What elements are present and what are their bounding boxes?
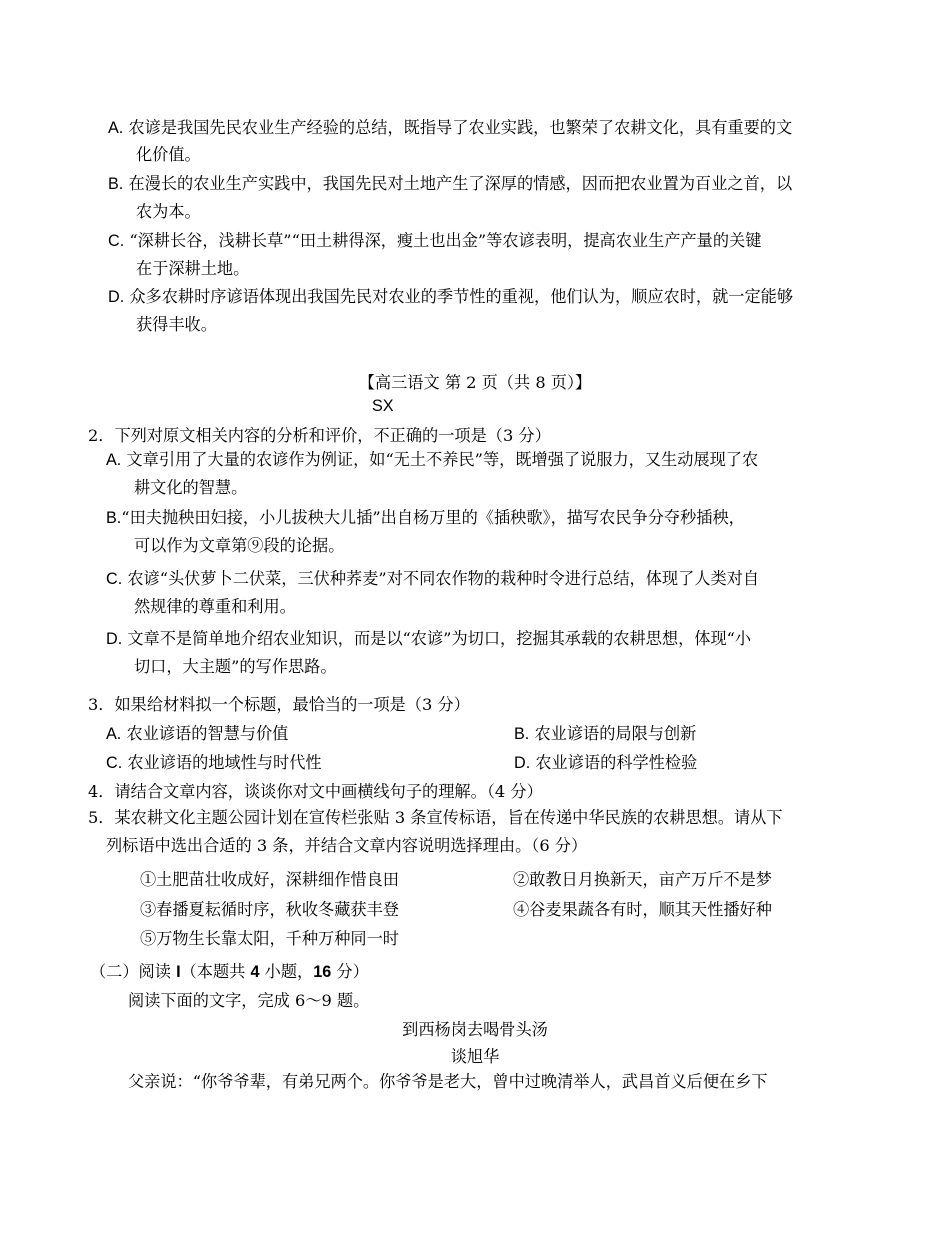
q1-option-c: C. “深耕长谷，浅耕长草”“田土耕得深，瘦土也出金”等农谚表明，提高农业生产产量的关键	[108, 231, 762, 250]
q3-option-a: A. 农业谚语的智慧与价值	[106, 724, 289, 743]
section2-heading: （二）阅读 I（本题共 4 小题，16 分）	[90, 962, 369, 981]
q2-option-d: D. 文章不是简单地介绍农业知识，而是以“农谚”为切口，挖掘其承载的农耕思想，体现“小	[106, 629, 752, 648]
page-footer-code: SX	[372, 397, 394, 415]
q1-option-b: B. 在漫长的农业生产实践中，我国先民对土地产生了深厚的情感，因而把农业置为百业之首，以	[108, 174, 793, 193]
q5-slogan-4: ④谷麦果蔬各有时，顺其天性播好种	[513, 900, 772, 919]
q3-option-c: C. 农业谚语的地域性与时代性	[106, 753, 322, 772]
q3-stem: 3．如果给材料拟一个标题，最恰当的一项是（3 分）	[88, 695, 470, 714]
q3-option-d: D. 农业谚语的科学性检验	[514, 753, 698, 772]
q2-option-c-cont: 然规律的尊重和利用。	[134, 597, 296, 616]
story-first-line: 父亲说：“你爷爷辈，有弟兄两个。你爷爷是老大，曾中过晚清举人，武昌首义后便在乡下	[128, 1072, 768, 1091]
q2-option-b: B.“田夫抛秧田妇接，小儿拔秧大儿插”出自杨万里的《插秧歌》，描写农民争分夺秒插秧，	[106, 508, 745, 527]
q1-option-a-cont: 化价值。	[136, 145, 201, 164]
q2-option-a: A. 文章引用了大量的农谚作为例证，如“无土不养民”等，既增强了说服力，又生动展现了农	[106, 450, 759, 469]
q5-slogan-5: ⑤万物生长靠太阳，千种万种同一时	[140, 929, 399, 948]
q5-slogan-1: ①土肥苗壮收成好，深耕细作惜良田	[140, 870, 399, 889]
q1-option-d-cont: 获得丰收。	[136, 315, 217, 334]
page-footer: 【高三语文 第 2 页（共 8 页）】	[358, 373, 592, 392]
q2-option-b-cont: 可以作为文章第⑨段的论据。	[134, 536, 345, 555]
section2-instruction: 阅读下面的文字，完成 6～9 题。	[128, 991, 370, 1010]
q2-option-d-cont: 切口，大主题”的写作思路。	[134, 657, 337, 676]
q2-stem: 2．下列对原文相关内容的分析和评价，不正确的一项是（3 分）	[88, 426, 551, 445]
q4-stem: 4．请结合文章内容，谈谈你对文中画横线句子的理解。（4 分）	[88, 782, 543, 801]
q1-option-c-cont: 在于深耕土地。	[136, 259, 250, 278]
q5-stem-cont: 列标语中选出合适的 3 条，并结合文章内容说明选择理由。（6 分）	[106, 836, 588, 855]
q5-stem: 5．某农耕文化主题公园计划在宣传栏张贴 3 条宣传标语，旨在传递中华民族的农耕思想。请从下	[88, 808, 783, 827]
q1-option-b-cont: 农为本。	[136, 202, 201, 221]
q5-slogan-3: ③春播夏耘循时序，秋收冬藏获丰登	[140, 900, 399, 919]
q1-option-a: A. 农谚是我国先民农业生产经验的总结，既指导了农业实践，也繁荣了农耕文化，具有重要的文	[108, 118, 793, 137]
story-title: 到西杨岗去喝骨头汤	[402, 1020, 548, 1039]
q5-slogan-2: ②敢教日月换新天，亩产万斤不是梦	[513, 870, 772, 889]
story-author: 谈旭华	[450, 1047, 500, 1066]
q2-option-a-cont: 耕文化的智慧。	[134, 478, 248, 497]
q2-option-c: C. 农谚“头伏萝卜二伏菜，三伏种荞麦”对不同农作物的栽种时令进行总结，体现了人类对自	[106, 569, 760, 588]
q1-option-d: D. 众多农耕时序谚语体现出我国先民对农业的季节性的重视，他们认为，顺应农时，就一定能够	[108, 287, 794, 306]
q3-option-b: B. 农业谚语的局限与创新	[514, 724, 697, 743]
